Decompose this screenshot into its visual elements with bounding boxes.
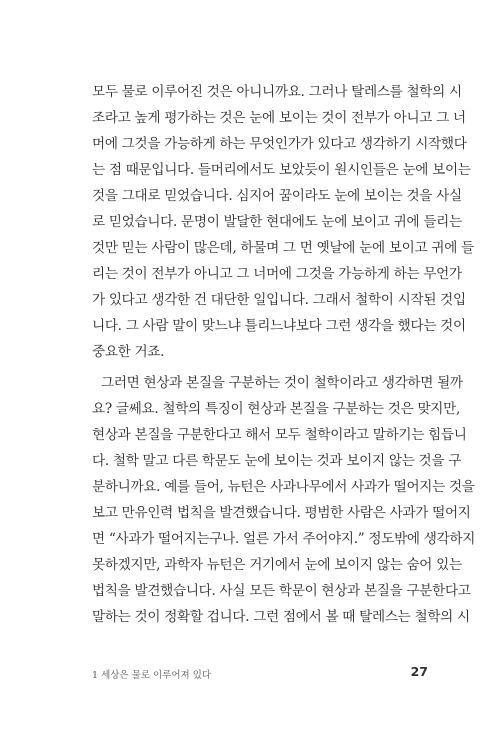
- text-line: 것을 그대로 믿었습니다. 심지어 꿈이라도 눈에 보이는 것을 사실: [92, 188, 462, 204]
- text-line: 말하는 것이 정확할 겁니다. 그런 점에서 볼 때 탈레스는 철학의 시: [92, 609, 470, 625]
- text-line: 현상과 본질을 구분한다고 해서 모두 철학이라고 말하기는 힘듭니: [92, 427, 467, 443]
- text-line: 가 있다고 생각한 건 대단한 일입니다. 그래서 철학이 시작된 것입: [92, 292, 466, 308]
- text-line: 로 믿었습니다. 문명이 발달한 현대에도 눈에 보이고 귀에 들리는: [92, 214, 462, 230]
- text-line: 것만 믿는 사람이 많은데, 하물며 그 먼 옛날에 눈에 보이고 귀에 들: [92, 240, 474, 256]
- text-line: 중요한 거죠.: [92, 344, 165, 360]
- text-line: 못하겠지만, 과학자 뉴턴은 거기에서 눈에 보이지 않는 숨어 있는: [92, 557, 462, 573]
- text-line: 보고 만유인력 법칙을 발견했습니다. 평범한 사람은 사과가 떨어지: [92, 505, 471, 521]
- page-footer: [92, 664, 428, 684]
- text-line: 다. 철학 말고 다른 학문도 눈에 보이는 것과 보이지 않는 것을 구: [92, 453, 462, 469]
- text-line: 모두 물로 이루어진 것은 아니니까요. 그러나 탈레스를 철학의 시: [92, 84, 462, 100]
- running-head: 1 세상은 물로 이루어져 있다: [92, 670, 212, 681]
- text-line: 머에 그것을 가능하게 하는 무엇인가가 있다고 생각하기 시작했다: [92, 136, 467, 152]
- text-line: 법칙을 발견했습니다. 사실 모든 학문이 현상과 본질을 구분한다고: [92, 583, 471, 599]
- text-line: 면 “사과가 떨어지는구나. 얼른 가서 주어야지.” 정도밖에 생각하지: [92, 531, 476, 547]
- text-line: 리는 것이 전부가 아니고 그 너머에 그것을 가능하게 하는 무언가: [92, 266, 462, 282]
- text-line: 조라고 높게 평가하는 것은 눈에 보이는 것이 전부가 아니고 그 너: [92, 110, 466, 126]
- text-line: 그러면 현상과 본질을 구분하는 것이 철학이라고 생각하면 될까: [101, 375, 463, 391]
- text-line: 분하니까요. 예를 들어, 뉴턴은 사과나무에서 사과가 떨어지는 것을: [92, 479, 475, 495]
- text-line: 요? 글쎄요. 철학의 특징이 현상과 본질을 구분하는 것은 맞지만,: [92, 401, 460, 417]
- text-line: 는 점 때문입니다. 들머리에서도 보았듯이 원시인들은 눈에 보이는: [92, 162, 471, 178]
- text-line: 니다. 그 사람 말이 맞느냐 틀리느냐보다 그런 생각을 했다는 것이: [92, 318, 466, 334]
- page-number: 27: [410, 664, 428, 679]
